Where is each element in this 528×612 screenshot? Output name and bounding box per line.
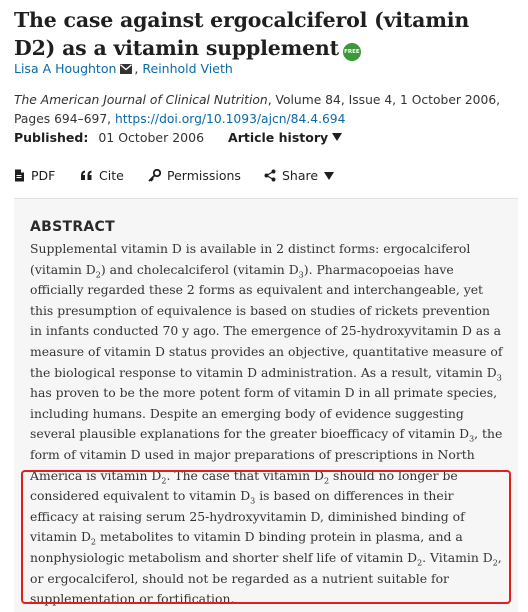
abstract-text-segment: . Vitamin D [422, 549, 493, 565]
abstract-subscript: 2 [95, 270, 101, 280]
abstract-text-segment: Supplemental vitamin D is available in 2 distinct forms: ergocalciferol (vitamin D [30, 241, 471, 277]
email-envelope-icon[interactable] [120, 62, 132, 77]
abstract-subscript: 2 [161, 476, 167, 485]
caret-down-icon [332, 133, 342, 141]
abstract-text-segment: , or ergocalciferol, should not be regarded as a nutrient suitable for supplementation or fortification. [30, 549, 502, 607]
journal-name[interactable]: The American Journal of Clinical Nutrition [14, 93, 268, 107]
abstract-subscript: 3 [469, 434, 475, 444]
abstract-text-segment: ). Pharmacopoeias have officially regarded these 2 forms as equivalent and interchangeable, yet this presumption of equivalence is based on studies of rickets prevention in infants conducted 70 y ago. The emergence of 25-hydroxyvitamin D as a measure of vitamin D status provides an objective, quantitative measure of the biological response to vitamin D administration. As a result, vitamin D [30, 261, 503, 380]
key-icon [148, 169, 161, 182]
abstract-text-segment: should no longer be considered equivalent to vitamin D [30, 467, 458, 504]
publication-info [14, 130, 342, 145]
share-label: Share [282, 168, 319, 183]
abstract-subscript: 2 [90, 537, 96, 547]
cite-label: Cite [99, 168, 124, 183]
abstract-text-segment: is based on differences in their efficacy at raising serum 25-hydroxyvitamin D, diminished binding of vitamin D [30, 488, 465, 545]
share-dropdown[interactable] [264, 168, 334, 183]
abstract-subscript: 3 [298, 270, 304, 280]
pdf-label: PDF [31, 168, 56, 183]
abstract-text-segment: , the form of vitamin D used in major preparations of prescriptions in North America is vitamin D [30, 426, 503, 483]
abstract-text-segment: . The case that vitamin D [166, 467, 324, 483]
author-link-vieth[interactable]: Reinhold Vieth [142, 61, 233, 76]
abstract-section [14, 198, 518, 612]
abstract-text-segment: ) and cholecalciferol (vitamin D [100, 261, 299, 277]
published-date: 01 October 2006 [98, 130, 205, 145]
author-separator: , [134, 61, 139, 76]
abstract-heading: ABSTRACT [30, 219, 115, 235]
cite-button[interactable] [80, 168, 124, 183]
pdf-button[interactable] [14, 168, 55, 183]
doi-link[interactable]: https://doi.org/10.1093/ajcn/84.4.694 [115, 112, 346, 126]
abstract-body [30, 239, 504, 610]
abstract-subscript: 3 [496, 373, 502, 383]
abstract-subscript: 3 [250, 496, 256, 506]
citation-details: , Volume 84, Issue 4, 1 October 2006, Pages 694–697, [14, 93, 501, 126]
article-title-text: The case against ergocalciferol (vitamin D2) as a vitamin supplement [14, 8, 470, 60]
share-icon [264, 169, 276, 182]
quote-icon [80, 170, 93, 181]
pdf-file-icon [14, 169, 25, 182]
abstract-subscript: 2 [492, 558, 498, 568]
permissions-label: Permissions [167, 168, 241, 183]
citation-line [14, 91, 514, 129]
caret-down-icon [324, 172, 334, 180]
abstract-text-segment: has proven to be the more potent form of vitamin D in all primate species, including humans. Despite an emerging body of evidence suggesting several plausible explanations for the greater bioefficacy of vitamin D [30, 385, 498, 442]
author-list [14, 61, 233, 77]
abstract-subscript: 2 [417, 558, 423, 568]
free-access-badge-icon: FREE [343, 43, 361, 61]
article-history-toggle[interactable] [228, 130, 342, 145]
article-title [14, 6, 514, 62]
abstract-text-segment: metabolites to vitamin D binding protein in plasma, and a nonphysiologic metabolism and shorter shelf life of vitamin D [30, 529, 463, 565]
article-history-label: Article history [228, 130, 329, 145]
abstract-subscript: 2 [323, 476, 330, 485]
permissions-button[interactable] [148, 168, 241, 183]
author-link-houghton[interactable]: Lisa A Houghton [14, 61, 117, 76]
published-label: Published: [14, 130, 89, 145]
abstract-paragraph [30, 239, 504, 610]
